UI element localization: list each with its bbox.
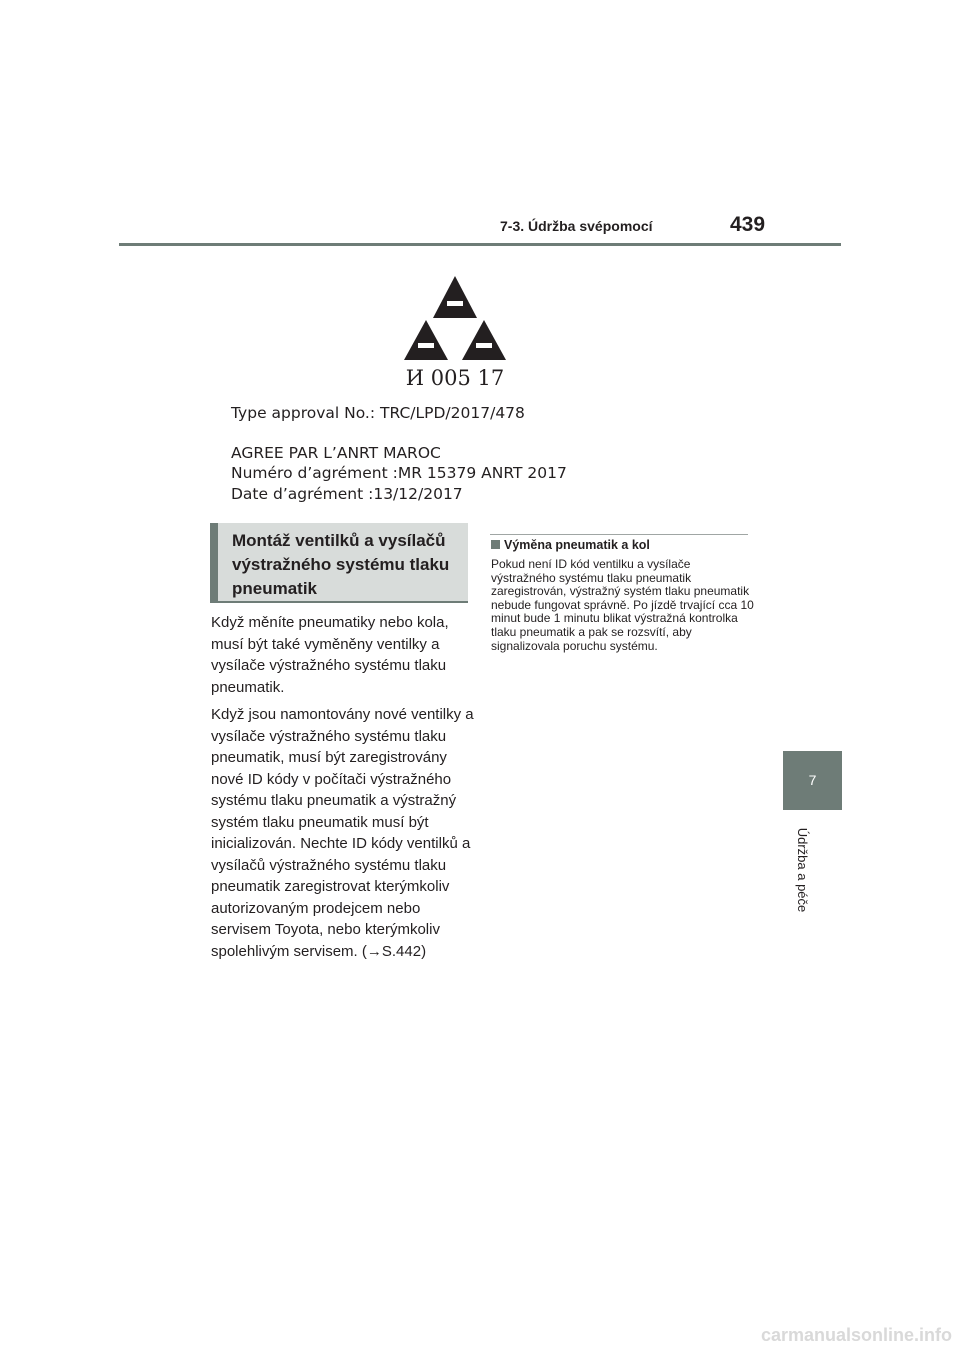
note-rule	[490, 534, 748, 535]
section-paragraph-2: Když jsou namontovány nové ventilky a vysílače výstražného systému tlaku pneumatik, musí být zaregistrovány nové ID kódy v počítači výstražného systému tlaku pneumatik a výstražný systém tlaku pneumatik musí být inicializován. Nechte ID kódy ventilků a vysílačů výstražného systému tlaku pneumatik zaregistrovat kterýmkoliv autorizovaným prodejcem nebo servisem Toyota, nebo kterýmkoliv spolehlivým servisem. (→S.442)	[211, 706, 474, 960]
watermark: carmanualsonline.info	[760, 1325, 952, 1345]
page-number: 439	[730, 213, 766, 236]
chapter-tab: 7	[783, 751, 842, 810]
header-rule	[119, 243, 841, 246]
note-text: Pokud není ID kód ventilku a vysílače výstražného systému tlaku pneumatik zaregistrován, výstražný systém tlaku pneumatik nebude fungovat správně. Po jízdě trvající cca 10 minut bude 1 minutu blikat výstražná kontrolka tlaku pneumatik a pak se rozsvítí, aby signalizovala poruchu systému.	[491, 557, 754, 653]
section-paragraph-1: Když měníte pneumatiky nebo kola, musí být také vyměněny ventilky a vysílače výstražného systému tlaku pneumatik.	[211, 614, 449, 696]
chapter-side-label: Údržba a péče	[795, 827, 810, 913]
note-title-text: Výměna pneumatik a kol	[504, 538, 650, 552]
header-section-title: 7-3. Údržba svépomocí	[500, 218, 653, 234]
note-title	[491, 538, 751, 552]
agree-text: AGREE PAR L’ANRT MAROC	[231, 444, 441, 462]
approval-number-text: Numéro d’agrément :MR 15379 ANRT 2017	[231, 464, 567, 482]
approval-code: И 005 17	[405, 366, 505, 390]
section-heading-box	[210, 523, 468, 603]
square-bullet-icon	[491, 540, 500, 549]
approval-date-text: Date d’agrément :13/12/2017	[231, 485, 463, 503]
type-approval-text: Type approval No.: TRC/LPD/2017/478	[231, 404, 525, 422]
section-title: Montáž ventilků a vysílačů výstražného systému tlaku pneumatik	[232, 531, 450, 598]
